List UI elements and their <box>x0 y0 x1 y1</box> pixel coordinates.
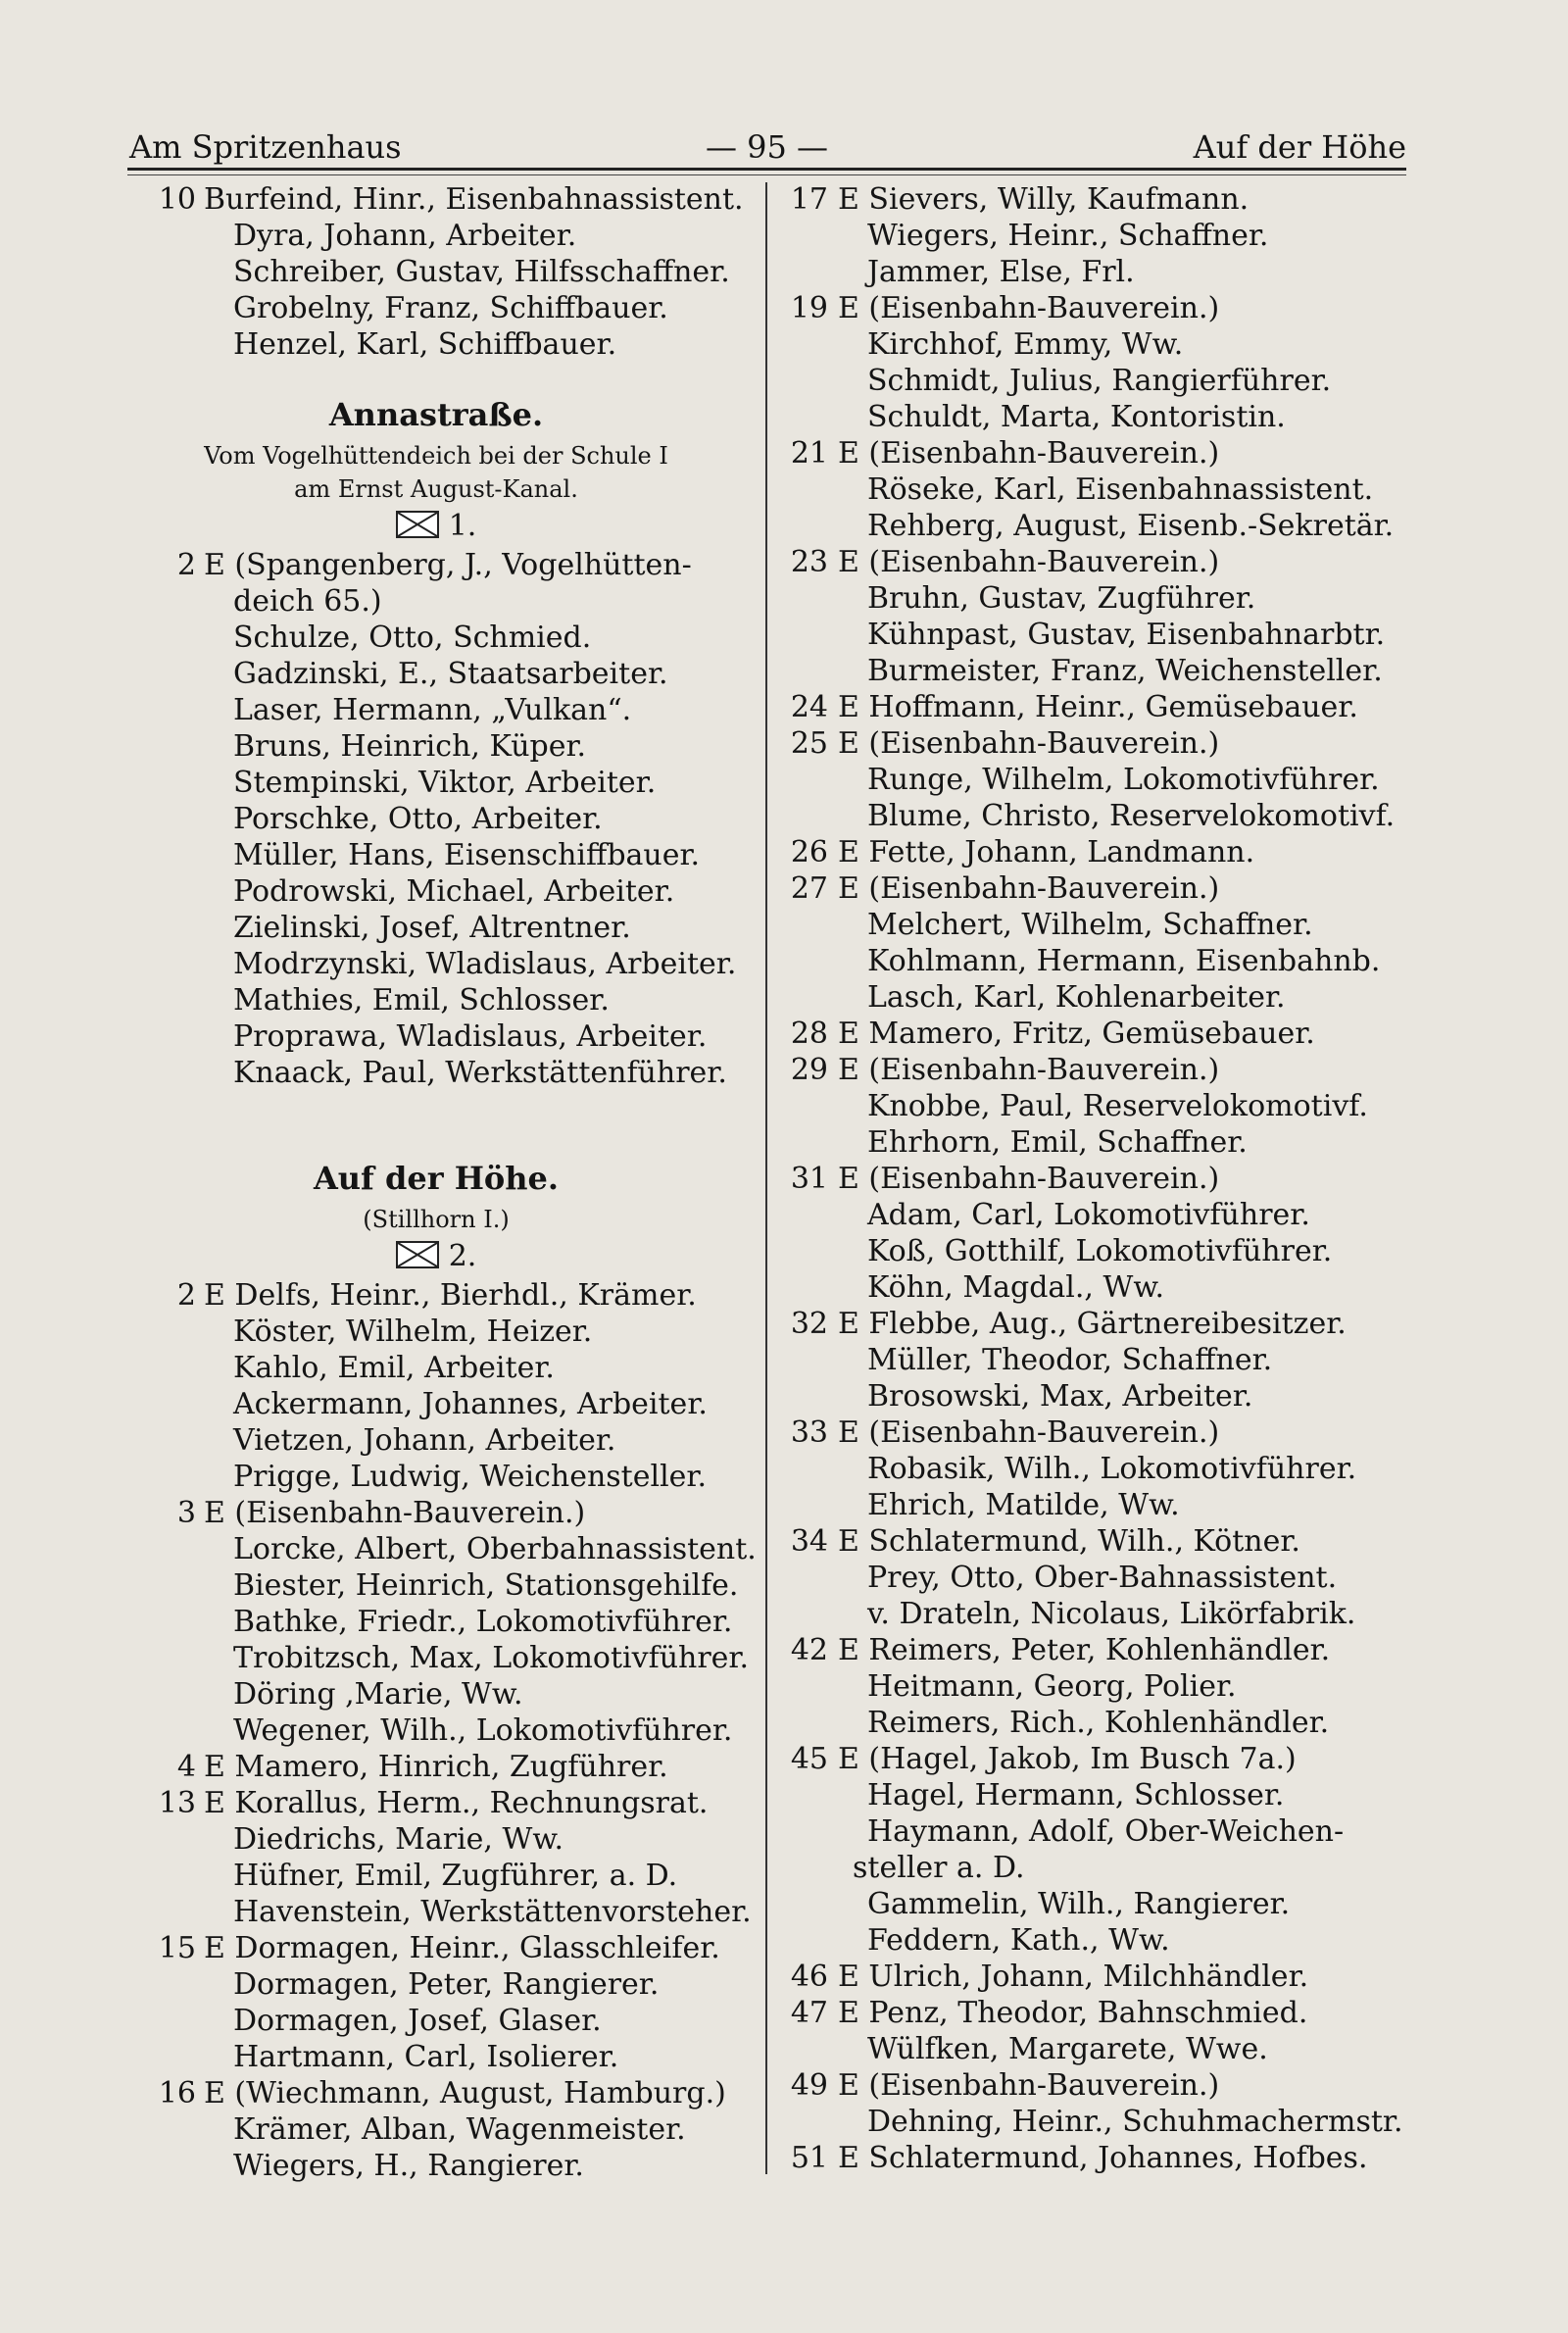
entry-text: E Mamero, Fritz, Gemüsebauer. <box>838 1017 1315 1051</box>
directory-entry <box>784 2067 1421 2104</box>
house-number: 10 <box>158 182 196 217</box>
entry-text: Grobelny, Franz, Schiffbauer. <box>233 291 668 325</box>
house-number: 17 <box>790 182 828 217</box>
entry-text: Wiegers, H., Rangierer. <box>233 2149 584 2183</box>
entry-text: Prey, Otto, Ober-Bahnassistent. <box>867 1561 1338 1595</box>
entry-text: E (Eisenbahn-Bauverein.) <box>838 2068 1220 2103</box>
entry-text: E Flebbe, Aug., Gärtnereibesitzer. <box>838 1307 1347 1341</box>
entry-text: E (Eisenbahn-Bauverein.) <box>838 436 1220 471</box>
directory-entry <box>784 1777 1421 1813</box>
entry-text: E (Eisenbahn-Bauverein.) <box>838 1162 1220 1196</box>
directory-entry <box>784 1922 1421 1959</box>
directory-entry <box>127 1422 745 1459</box>
directory-entry <box>127 1966 745 2003</box>
entry-text: Blume, Christo, Reservelokomotivf. <box>867 799 1396 833</box>
directory-entry <box>127 1055 745 1091</box>
entry-text: Ackermann, Johannes, Arbeiter. <box>233 1387 708 1421</box>
directory-entry <box>127 1713 745 1749</box>
entry-text: Kohlmann, Hermann, Eisenbahnb. <box>867 944 1381 978</box>
house-number: 47 <box>790 1996 828 2030</box>
directory-entry <box>127 2003 745 2039</box>
directory-entry <box>784 617 1421 653</box>
page-number: — 95 — <box>705 128 829 166</box>
letterbox-number: 1. <box>448 509 477 543</box>
entry-text: Burmeister, Franz, Weichensteller. <box>867 654 1383 688</box>
directory-entry <box>127 1495 745 1531</box>
house-number: 4 <box>176 1750 196 1784</box>
house-number: 51 <box>790 2141 828 2175</box>
directory-entry <box>127 1640 750 1676</box>
house-number: 2 <box>176 1278 196 1313</box>
house-number: 19 <box>790 291 828 325</box>
directory-entry <box>784 1487 1421 1523</box>
directory-entry <box>784 1016 1421 1052</box>
entry-text: Döring ,Marie, Ww. <box>233 1677 523 1712</box>
directory-entry <box>784 363 1421 399</box>
house-number: 24 <box>790 690 828 724</box>
directory-entry <box>784 1451 1421 1487</box>
directory-entry <box>127 2039 745 2075</box>
directory-entry <box>127 692 745 728</box>
entry-text: E Dormagen, Heinr., Glasschleifer. <box>204 1931 720 1965</box>
entry-text: E (Eisenbahn-Bauverein.) <box>204 1496 586 1530</box>
entry-text: Vietzen, Johann, Arbeiter. <box>233 1423 616 1458</box>
entry-text: Jammer, Else, Frl. <box>867 255 1135 289</box>
directory-entry <box>127 2111 745 2148</box>
directory-entry <box>127 1386 745 1422</box>
directory-entry <box>784 1161 1421 1197</box>
directory-entry <box>784 1269 1421 1306</box>
entry-text: Koß, Gotthilf, Lokomotivführer. <box>867 1234 1333 1268</box>
letterbox-icon <box>396 511 439 538</box>
directory-entry <box>784 1088 1421 1124</box>
house-number: 34 <box>790 1524 828 1559</box>
entry-text: Burfeind, Hinr., Eisenbahnassistent. <box>204 182 744 217</box>
house-number: 25 <box>790 726 828 761</box>
house-number: 15 <box>158 1931 196 1965</box>
entry-text: Feddern, Kath., Ww. <box>867 1923 1170 1958</box>
house-number: 29 <box>790 1053 828 1087</box>
street-description: am Ernst August-Kanal. <box>294 475 578 503</box>
entry-text: E Delfs, Heinr., Bierhdl., Krämer. <box>204 1278 697 1313</box>
entry-text: E (Eisenbahn-Bauverein.) <box>838 291 1220 325</box>
house-number: 23 <box>790 545 828 579</box>
entry-text: Knobbe, Paul, Reservelokomotivf. <box>867 1089 1368 1123</box>
directory-entry <box>784 1813 1421 1850</box>
entry-text: E Reimers, Peter, Kohlenhändler. <box>838 1633 1331 1667</box>
directory-entry <box>784 254 1421 290</box>
entry-text: E (Spangenberg, J., Vogelhütten- <box>204 548 692 582</box>
directory-entry <box>127 1749 745 1785</box>
directory-entry <box>784 1632 1421 1668</box>
directory-entry <box>784 181 1421 218</box>
right-column <box>784 181 1421 2176</box>
entry-text: Dehning, Heinr., Schuhmachermstr. <box>867 2105 1403 2139</box>
directory-entry <box>784 326 1421 363</box>
entry-text: Röseke, Karl, Eisenbahnassistent. <box>867 472 1374 507</box>
entry-text: Kirchhof, Emmy, Ww. <box>867 327 1184 362</box>
entry-text: E (Wiechmann, August, Hamburg.) <box>204 2076 726 2110</box>
directory-entry <box>784 1705 1421 1741</box>
directory-entry <box>784 907 1421 943</box>
directory-entry <box>127 1277 745 1314</box>
directory-entry <box>784 1306 1421 1342</box>
entry-text: Lasch, Karl, Kohlenarbeiter. <box>867 980 1286 1015</box>
entry-text: Reimers, Rich., Kohlenhändler. <box>867 1706 1330 1740</box>
directory-entry <box>127 873 745 910</box>
entry-text: E Schlatermund, Wilh., Kötner. <box>838 1524 1300 1559</box>
entry-text: Heitmann, Georg, Polier. <box>867 1669 1237 1704</box>
directory-entry <box>127 218 745 254</box>
entry-text: Adam, Carl, Lokomotivführer. <box>867 1198 1310 1232</box>
directory-entry <box>127 1531 757 1567</box>
entry-text: E Ulrich, Johann, Milchhändler. <box>838 1960 1309 1994</box>
directory-entry <box>784 1596 1421 1632</box>
entry-text: Dormagen, Josef, Glaser. <box>233 2004 602 2038</box>
entry-text: Biester, Heinrich, Stationsgehilfe. <box>233 1568 739 1603</box>
house-number: 13 <box>158 1786 196 1820</box>
entry-text: Krämer, Alban, Wagenmeister. <box>233 2112 686 2147</box>
directory-entry <box>784 2104 1421 2140</box>
entry-block <box>784 181 1421 2176</box>
entry-text: Kahlo, Emil, Arbeiter. <box>233 1351 555 1385</box>
directory-entry <box>784 472 1421 508</box>
directory-entry <box>127 181 745 218</box>
house-number: 31 <box>790 1162 828 1196</box>
column-divider <box>765 182 767 2174</box>
header-right-street: Auf der Höhe <box>1193 128 1406 166</box>
house-number: 46 <box>790 1960 828 1994</box>
entry-text: Köhn, Magdal., Ww. <box>867 1270 1164 1305</box>
entry-text: Ehrich, Matilde, Ww. <box>867 1488 1180 1522</box>
house-number: 33 <box>790 1415 828 1450</box>
house-number: 32 <box>790 1307 828 1341</box>
entry-text: Lorcke, Albert, Oberbahnassistent. <box>233 1532 757 1566</box>
house-number: 27 <box>790 871 828 906</box>
entry-text: Trobitzsch, Max, Lokomotivführer. <box>233 1641 750 1675</box>
directory-entry <box>127 2148 745 2184</box>
entry-text: Dyra, Johann, Arbeiter. <box>233 219 577 253</box>
entry-text: Schulze, Otto, Schmied. <box>233 620 592 655</box>
directory-entry <box>127 1604 745 1640</box>
house-number: 42 <box>790 1633 828 1667</box>
entry-text: Mathies, Emil, Schlosser. <box>233 983 610 1018</box>
entry-text: E Korallus, Herm., Rechnungsrat. <box>204 1786 709 1820</box>
directory-entry <box>127 1930 745 1966</box>
entry-text: Schuldt, Marta, Kontoristin. <box>867 400 1286 434</box>
directory-entry <box>784 1523 1421 1560</box>
letterbox-number: 2. <box>448 1239 477 1273</box>
directory-entry <box>127 290 745 326</box>
entry-text: E Sievers, Willy, Kaufmann. <box>838 182 1250 217</box>
entry-text: Hüfner, Emil, Zugführer, a. D. <box>233 1859 678 1893</box>
entry-text: Runge, Wilhelm, Lokomotivführer. <box>867 763 1380 797</box>
entry-text: Wegener, Wilh., Lokomotivführer. <box>233 1713 733 1748</box>
street-description: Vom Vogelhüttendeich bei der Schule I <box>204 442 668 470</box>
entry-text: Melchert, Wilhelm, Schaffner. <box>867 908 1313 942</box>
entry-text: E Fette, Johann, Landmann. <box>838 835 1255 869</box>
entry-text: Müller, Hans, Eisenschiffbauer. <box>233 838 701 872</box>
entry-text: Kühnpast, Gustav, Eisenbahnarbtr. <box>867 618 1386 652</box>
entry-text: Zielinski, Josef, Altrentner. <box>233 911 631 945</box>
entry-text: E (Eisenbahn-Bauverein.) <box>838 545 1220 579</box>
directory-entry <box>784 798 1421 834</box>
directory-entry <box>784 1378 1421 1415</box>
directory-entry <box>784 1233 1421 1269</box>
letterbox-marker <box>127 506 745 547</box>
directory-entry <box>784 870 1421 907</box>
entry-text: Bruhn, Gustav, Zugführer. <box>867 581 1256 616</box>
directory-entry <box>127 1785 745 1821</box>
house-number: 3 <box>176 1496 196 1530</box>
entry-text: Modrzynski, Wladislaus, Arbeiter. <box>233 947 737 981</box>
directory-entry <box>127 837 745 873</box>
directory-entry <box>784 1560 1421 1596</box>
directory-entry <box>784 943 1421 979</box>
left-column <box>127 181 757 2184</box>
directory-entry <box>784 580 1421 617</box>
street-description: (Stillhorn I.) <box>363 1206 510 1233</box>
entry-text: Köster, Wilhelm, Heizer. <box>233 1315 593 1349</box>
directory-entry <box>784 290 1421 326</box>
entry-text: Porschke, Otto, Arbeiter. <box>233 802 603 836</box>
directory-entry <box>127 583 745 620</box>
entry-text: Proprawa, Wladislaus, Arbeiter. <box>233 1019 708 1054</box>
entry-block <box>127 547 745 1091</box>
house-number: 2 <box>176 548 196 582</box>
entry-text: Müller, Theodor, Schaffner. <box>867 1343 1273 1377</box>
directory-entry <box>784 1052 1421 1088</box>
directory-entry <box>127 547 745 583</box>
street-heading: Auf der Höhe. <box>313 1160 560 1197</box>
house-number: 21 <box>790 436 828 471</box>
directory-entry <box>784 1342 1421 1378</box>
entry-text: steller a. D. <box>853 1851 1025 1885</box>
directory-entry <box>784 1668 1421 1705</box>
entry-text: Podrowski, Michael, Arbeiter. <box>233 874 675 909</box>
directory-entry <box>127 1567 745 1604</box>
directory-entry <box>127 1858 745 1894</box>
directory-entry <box>784 544 1421 580</box>
entry-block <box>127 181 745 363</box>
house-number: 26 <box>790 835 828 869</box>
directory-entry <box>784 508 1421 544</box>
entry-text: Gammelin, Wilh., Rangierer. <box>867 1887 1291 1921</box>
entry-text: Bathke, Friedr., Lokomotivführer. <box>233 1605 733 1639</box>
directory-entry <box>127 1314 745 1350</box>
directory-entry <box>127 620 745 656</box>
directory-entry <box>784 218 1421 254</box>
directory-entry <box>784 1886 1421 1922</box>
entry-text: Laser, Hermann, „Vulkan“. <box>233 693 632 727</box>
entry-text: E (Eisenbahn-Bauverein.) <box>838 871 1220 906</box>
directory-entry <box>127 254 745 290</box>
directory-entry <box>127 1676 745 1713</box>
page-header <box>127 123 1406 171</box>
entry-text: Hagel, Hermann, Schlosser. <box>867 1778 1285 1812</box>
street-heading: Annastraße. <box>328 396 544 433</box>
directory-entry <box>784 979 1421 1016</box>
directory-entry <box>784 1741 1421 1777</box>
entry-text: E (Eisenbahn-Bauverein.) <box>838 1415 1220 1450</box>
house-number: 49 <box>790 2068 828 2103</box>
entry-text: Wiegers, Heinr., Schaffner. <box>867 219 1269 253</box>
directory-entry <box>127 656 745 692</box>
entry-text: Prigge, Ludwig, Weichensteller. <box>233 1460 708 1494</box>
directory-entry <box>127 1821 745 1858</box>
directory-entry <box>127 1459 745 1495</box>
directory-entry <box>127 801 745 837</box>
directory-entry <box>784 725 1421 762</box>
entry-text: Bruns, Heinrich, Küper. <box>233 729 587 764</box>
letterbox-icon <box>396 1241 439 1268</box>
entry-text: Brosowski, Max, Arbeiter. <box>867 1379 1253 1414</box>
directory-entry <box>127 1018 745 1055</box>
entry-text: Schreiber, Gustav, Hilfsschaffner. <box>233 255 730 289</box>
directory-entry <box>784 1850 1421 1886</box>
entry-text: Dormagen, Peter, Rangierer. <box>233 1967 660 2002</box>
house-number: 16 <box>158 2076 196 2110</box>
directory-entry <box>784 1415 1421 1451</box>
entry-text: Gadzinski, E., Staatsarbeiter. <box>233 657 668 691</box>
entry-text: Ehrhorn, Emil, Schaffner. <box>867 1125 1248 1160</box>
entry-text: Stempinski, Viktor, Arbeiter. <box>233 766 657 800</box>
entry-text: E Mamero, Hinrich, Zugführer. <box>204 1750 668 1784</box>
entry-text: Diedrichs, Marie, Ww. <box>233 1822 564 1857</box>
directory-entry <box>127 326 745 363</box>
directory-entry <box>127 765 745 801</box>
directory-entry <box>784 1995 1421 2031</box>
directory-entry <box>127 2075 745 2111</box>
entry-text: Hartmann, Carl, Isolierer. <box>233 2040 619 2074</box>
house-number: 45 <box>790 1742 828 1776</box>
directory-entry <box>784 1124 1421 1161</box>
entry-text: E Hoffmann, Heinr., Gemüsebauer. <box>838 690 1358 724</box>
directory-entry <box>127 1350 745 1386</box>
entry-text: Wülfken, Margarete, Wwe. <box>867 2032 1268 2066</box>
entry-text: E (Eisenbahn-Bauverein.) <box>838 1053 1220 1087</box>
entry-text: Knaack, Paul, Werkstättenführer. <box>233 1056 727 1090</box>
house-number: 28 <box>790 1017 828 1051</box>
entry-text: Henzel, Karl, Schiffbauer. <box>233 327 617 362</box>
entry-text: E Penz, Theodor, Bahnschmied. <box>838 1996 1308 2030</box>
directory-entry <box>127 910 745 946</box>
directory-entry <box>784 689 1421 725</box>
entry-block <box>127 1277 757 2184</box>
entry-text: Schmidt, Julius, Rangierführer. <box>867 364 1332 398</box>
directory-entry <box>784 2031 1421 2067</box>
directory-entry <box>127 728 745 765</box>
directory-entry <box>784 1959 1421 1995</box>
entry-text: E (Eisenbahn-Bauverein.) <box>838 726 1220 761</box>
entry-text: Havenstein, Werkstättenvorsteher. <box>233 1895 752 1929</box>
directory-entry <box>784 399 1421 435</box>
entry-text: E Schlatermund, Johannes, Hofbes. <box>838 2141 1368 2175</box>
entry-text: v. Drateln, Nicolaus, Likörfabrik. <box>867 1597 1356 1631</box>
directory-entry <box>127 946 745 982</box>
directory-entry <box>784 653 1421 689</box>
entry-text: Haymann, Adolf, Ober-Weichen- <box>867 1814 1345 1849</box>
directory-entry <box>127 1894 752 1930</box>
directory-entry <box>784 1197 1421 1233</box>
directory-entry <box>784 2140 1421 2176</box>
directory-entry <box>784 435 1421 472</box>
directory-entry <box>784 762 1421 798</box>
entry-text: Rehberg, August, Eisenb.-Sekretär. <box>867 509 1395 543</box>
letterbox-marker <box>127 1236 745 1277</box>
entry-text: deich 65.) <box>233 584 382 619</box>
entry-text: E (Hagel, Jakob, Im Busch 7a.) <box>838 1742 1297 1776</box>
entry-text: Robasik, Wilh., Lokomotivführer. <box>867 1452 1357 1486</box>
directory-entry <box>127 982 745 1018</box>
header-left-street: Am Spritzenhaus <box>129 128 402 166</box>
directory-entry <box>784 834 1421 870</box>
